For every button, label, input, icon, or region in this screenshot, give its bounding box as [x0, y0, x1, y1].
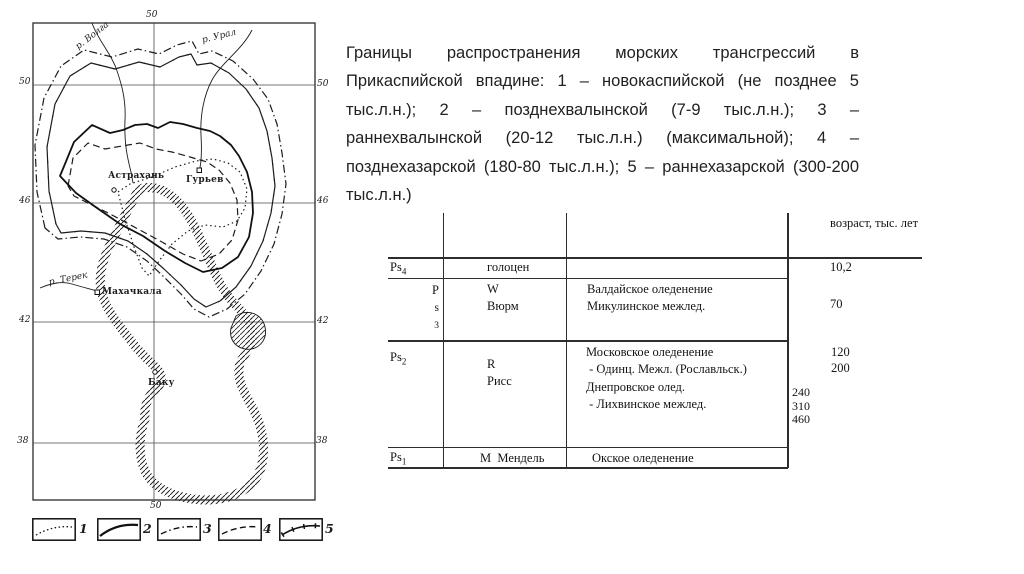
- legend-sample-dash-dot: [157, 518, 201, 541]
- row3-age-1: 120: [831, 345, 850, 359]
- graticule: [33, 23, 315, 500]
- grid-label-left-38: 38: [17, 436, 29, 446]
- row1-stage: голоцен: [487, 260, 530, 274]
- river-label-terek: р. Терек: [48, 270, 89, 288]
- row1-index: $Ps_4$: [390, 260, 407, 277]
- row2-age: 70: [830, 297, 843, 311]
- grid-label-left-46: 46: [19, 196, 31, 206]
- age-column-header: возраст, тыс. лет: [830, 216, 919, 230]
- row3-ages-outer: 240 310 460: [792, 385, 810, 426]
- city-label-makhachkala: Махачкала: [102, 287, 162, 297]
- ural-river: [199, 27, 252, 172]
- legend-label-1: 1: [79, 521, 88, 536]
- row3-index: $Ps_2$: [390, 350, 407, 367]
- grid-label-right-42: 42: [317, 316, 329, 326]
- row1-age: 10,2: [830, 260, 852, 274]
- map-legend: [0, 514, 345, 546]
- row4-index: $Ps_1$: [390, 450, 407, 467]
- map-frame: [33, 23, 315, 500]
- row4-stage: М Мендель: [480, 451, 545, 465]
- grid-label-top: 50: [146, 10, 158, 20]
- figure-caption: Границы распространения морских трансгрессий в Прикаспийской впадине: 1 – новокаспийской (не позднее 5 тыс.л.н.); 2 – позднехвалынской (7-9 тыс.л.н.); 3 – раннехвалынской (20-12 тыс.л.н.) (максимальной); 4 – позднехазарской (180-80 тыс.л.н.); 5 – раннехазарской (300-200 тыс.л.н.): [346, 44, 859, 205]
- legend-sample-dashed: [218, 518, 262, 541]
- legend-sample-solid-ticks: [279, 518, 323, 541]
- boundary-2-late-khvalyn-solid: [60, 122, 253, 272]
- grid-label-right-50: 50: [317, 79, 329, 89]
- legend-sample-dotted: [32, 518, 76, 541]
- grid-label-left-42: 42: [19, 315, 31, 325]
- map-figure: [0, 0, 345, 574]
- grid-label-right-38: 38: [316, 436, 328, 446]
- table-hline-3: [388, 340, 788, 342]
- caspian-map: [0, 0, 340, 512]
- legend-label-5: 5: [325, 521, 334, 536]
- row2-stage: W Вюрм: [487, 282, 519, 314]
- city-label-baku: Баку: [148, 378, 175, 388]
- legend-label-3: 3: [203, 521, 212, 536]
- river-label-volga: р. Волга: [74, 19, 112, 52]
- makhachkala-marker: [95, 290, 100, 295]
- grid-label-right-46: 46: [317, 196, 329, 206]
- river-label-ural: р. Урал: [201, 27, 238, 46]
- grid-label-bottom: 50: [150, 501, 162, 511]
- kara-bogaz-bay: [231, 312, 266, 349]
- city-label-guryev: Гурьев: [186, 175, 224, 185]
- legend-sample-solid: [97, 518, 141, 541]
- city-label-astrakhan: Астрахань: [108, 171, 165, 181]
- row2-index: P s 3: [432, 283, 439, 331]
- row2-events: Валдайское оледенение Микулинское межлед.: [587, 282, 713, 314]
- row3-stage: R Рисс: [487, 357, 512, 389]
- legend-label-2: 2: [143, 521, 152, 536]
- baku-marker: [153, 370, 157, 374]
- legend-label-4: 4: [263, 521, 272, 536]
- row3-events: Московское оледенение - Одинц. Межл. (Рославльск.) Днепровское олед. - Лихвинское межлед.: [586, 345, 747, 411]
- volga-river: [92, 23, 133, 183]
- astrakhan-marker: [112, 188, 116, 192]
- grid-label-left-50: 50: [19, 77, 31, 87]
- table-hline-1: [388, 257, 922, 259]
- table-hline-4: [388, 447, 788, 448]
- city-markers: [95, 168, 202, 374]
- table-hline-2: [388, 278, 788, 279]
- row3-age-2: 200: [831, 361, 850, 375]
- row4-events: Окское оледенение: [592, 451, 694, 465]
- guryev-marker: [197, 168, 202, 173]
- table-hline-5: [388, 467, 788, 469]
